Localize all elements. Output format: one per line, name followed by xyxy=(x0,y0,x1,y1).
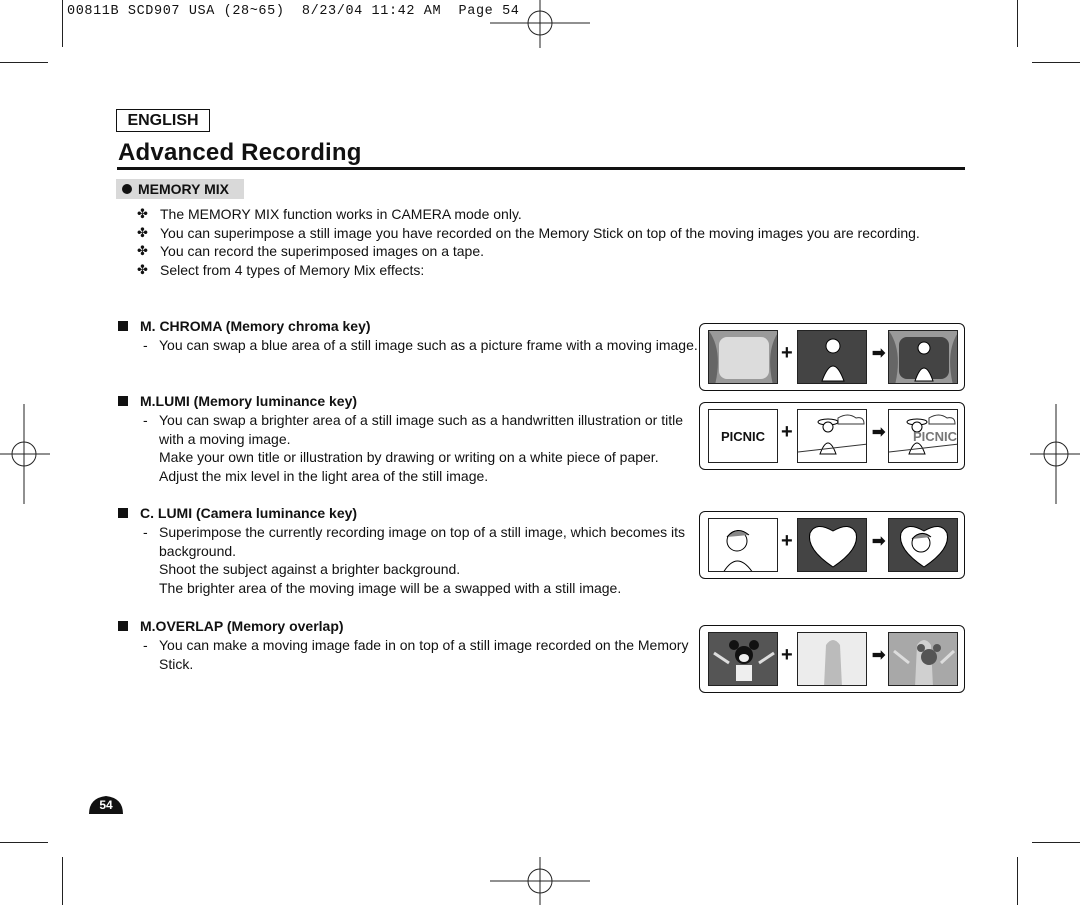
plus-icon: + xyxy=(781,342,793,364)
arrow-right-icon: ➡ xyxy=(872,345,886,362)
bullet-dot-icon xyxy=(122,184,132,194)
moving-image xyxy=(797,632,867,686)
registration-mark-bottom xyxy=(490,857,590,905)
picnic-title: PICNIC xyxy=(720,429,766,444)
still-title-image xyxy=(708,409,778,463)
mode-description: Make your own title or illustration by drawing or writing on a white piece of paper. Adjust the mix level in the light area of the still image. xyxy=(159,449,659,484)
page-number-badge xyxy=(85,794,127,816)
print-header: 00811B SCD907 USA (28~65) 8/23/04 11:42 AM Page 54 xyxy=(67,4,520,19)
still-background-image xyxy=(797,518,867,572)
square-bullet-icon xyxy=(118,621,128,631)
mode-heading: C. LUMI (Camera luminance key) xyxy=(118,505,699,521)
mode-description: - You can swap a blue area of a still image such as a picture frame with a moving image. xyxy=(143,337,698,353)
crop-mark xyxy=(0,62,48,63)
section-label: MEMORY MIX xyxy=(138,181,230,197)
mode-chroma xyxy=(118,318,699,355)
result-image xyxy=(888,330,958,384)
bullet-list xyxy=(137,205,927,279)
bullet-cross-icon: ✤ xyxy=(137,224,148,240)
page-title: Advanced Recording xyxy=(118,139,362,166)
mode-heading: M.OVERLAP (Memory overlap) xyxy=(118,618,699,634)
moving-image xyxy=(708,518,778,572)
mode-lumi xyxy=(118,393,699,485)
language-tab: ENGLISH xyxy=(116,109,210,132)
result-image xyxy=(888,518,958,572)
arrow-right-icon: ➡ xyxy=(872,647,886,664)
square-bullet-icon xyxy=(118,396,128,406)
square-bullet-icon xyxy=(118,321,128,331)
list-item: ✤ You can record the superimposed images on a tape. xyxy=(137,243,485,259)
illustration-camera-lumi xyxy=(699,511,965,579)
crop-mark xyxy=(1032,842,1080,843)
arrow-right-icon: ➡ xyxy=(872,424,886,441)
crop-mark xyxy=(62,0,63,47)
bullet-cross-icon: ✤ xyxy=(137,206,148,221)
mode-overlap xyxy=(118,618,699,673)
list-item: ✤ Select from 4 types of Memory Mix effects: xyxy=(137,261,425,278)
list-item: ✤ You can superimpose a still image you have recorded on the Memory Stick on top of the moving images you are recording. xyxy=(137,224,920,241)
registration-mark-right xyxy=(1030,404,1080,504)
plus-icon: + xyxy=(781,421,793,443)
bullet-cross-icon: ✤ xyxy=(137,261,148,277)
list-item: ✤ The MEMORY MIX function works in CAMERA mode only. xyxy=(137,206,522,222)
title-rule xyxy=(117,167,965,170)
mode-camera-lumi xyxy=(118,505,699,597)
still-image xyxy=(708,632,778,686)
mode-description: Shoot the subject against a brighter background. xyxy=(159,561,461,577)
mode-description: - You can swap a brighter area of a still image such as a handwritten illustration or title with a moving image. xyxy=(143,412,683,447)
picnic-title-overlay: PICNIC xyxy=(912,429,957,444)
illustration-chroma xyxy=(699,323,965,391)
section-heading xyxy=(116,179,244,199)
mode-heading: M. CHROMA (Memory chroma key) xyxy=(118,318,699,334)
moving-image xyxy=(797,330,867,384)
crop-mark xyxy=(0,842,48,843)
result-image xyxy=(888,632,958,686)
mode-description: The brighter area of the moving image will be a swapped with a still image. xyxy=(159,579,622,596)
moving-image xyxy=(797,409,867,463)
square-bullet-icon xyxy=(118,508,128,518)
registration-mark-top xyxy=(490,0,590,48)
registration-mark-left xyxy=(0,404,50,504)
illustration-overlap xyxy=(699,625,965,693)
page-number: 54 xyxy=(99,798,113,812)
mode-heading: M.LUMI (Memory luminance key) xyxy=(118,393,699,409)
crop-mark xyxy=(1017,0,1018,47)
plus-icon: + xyxy=(781,530,793,552)
result-image xyxy=(888,409,958,463)
mode-description: - You can make a moving image fade in on top of a still image recorded on the Memory Stick. xyxy=(143,637,689,672)
illustration-lumi xyxy=(699,402,965,470)
plus-icon: + xyxy=(781,644,793,666)
still-frame-image xyxy=(708,330,778,384)
crop-mark xyxy=(1032,62,1080,63)
arrow-right-icon: ➡ xyxy=(872,533,886,550)
mode-description: - Superimpose the currently recording image on top of a still image, which becomes its background. xyxy=(143,524,686,559)
crop-mark xyxy=(1017,857,1018,905)
bullet-cross-icon: ✤ xyxy=(137,243,148,258)
crop-mark xyxy=(62,857,63,905)
